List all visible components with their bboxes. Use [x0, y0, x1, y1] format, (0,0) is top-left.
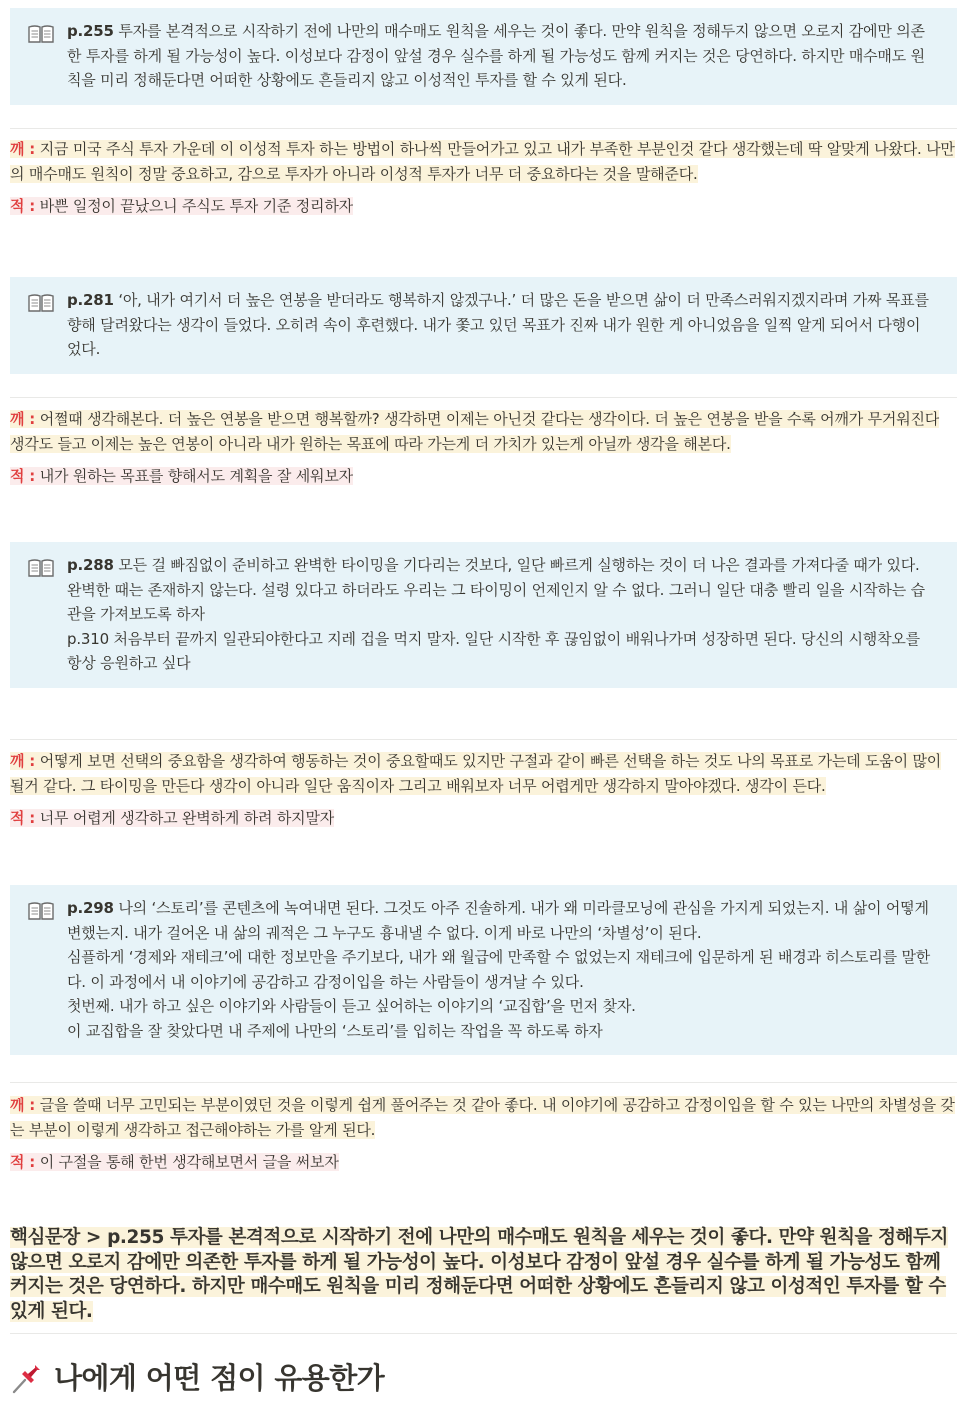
- kkae-label: 깨 :: [10, 140, 36, 158]
- quote-paragraph: p.310 처음부터 끝까지 일관되야한다고 지레 겁을 먹지 말자. 일단 시작한 후 끊임없이 배워나가며 성장하면 된다. 당신의 시행착오를 항상 응원하고 싶다: [67, 629, 920, 672]
- divider: [10, 739, 957, 740]
- quote-text: [67, 19, 933, 93]
- jeok-note: [10, 806, 957, 831]
- page-ref: p.288: [67, 556, 114, 574]
- pushpin-icon: [10, 1359, 46, 1395]
- core-sentence-text: 핵심문장 > p.255 투자를 본격적으로 시작하기 전에 나만의 매수매도 원칙을 세우는 것이 좋다. 만약 원칙을 정해두지 않으면 오로지 감에만 의존한 투자를 하게 될 가능성이 높다. 이성보다 감정이 앞설 경우 실수를 하게 될 가능성도 함께 커지는 것은 당연하다. 하지만 매수매도 원칙을 미리 정해둔다면 어떠한 상황에도 흔들리지 않고 이성적인 투자를 할 수 있게 된다.: [10, 1227, 948, 1322]
- page-ref: p.298: [67, 899, 114, 917]
- kkae-label: 깨 :: [10, 1096, 36, 1114]
- open-book-icon: [27, 24, 55, 44]
- quote-paragraph: 모든 걸 빠짐없이 준비하고 완벽한 타이밍을 기다리는 것보다, 일단 빠르게 실행하는 것이 더 나은 결과를 가져다줄 때가 있다.: [113, 556, 920, 574]
- quote-paragraph: 나의 ‘스토리’를 콘텐츠에 녹여내면 된다. 그것도 아주 진솔하게. 내가 왜 미라클모닝에 관심을 가지게 되었는지. 내 삶이 어떻게 변했는지. 내가 걸어온 내 삶의 궤적은 그 누구도 흉내낼 수 없다. 이게 바로 나만의 ‘차별성’이 된다.: [67, 899, 929, 942]
- quote-block: [10, 277, 957, 374]
- kkae-note: [10, 1093, 957, 1142]
- kkae-note: [10, 749, 957, 798]
- divider: [10, 1082, 957, 1083]
- jeok-note: [10, 464, 957, 489]
- jeok-label: 적 :: [10, 809, 36, 827]
- jeok-label: 적 :: [10, 467, 36, 485]
- divider: [10, 128, 957, 129]
- heading-title: 나에게 어떤 점이 유용한가: [54, 1361, 385, 1395]
- quote-text: [67, 896, 933, 1043]
- page-ref: p.281: [67, 291, 114, 309]
- page-ref: p.255: [67, 22, 114, 40]
- kkae-label: 깨 :: [10, 410, 36, 428]
- jeok-text: 이 구절을 통해 한번 생각해보면서 글을 써보자: [35, 1153, 339, 1171]
- kkae-text: 글을 쓸때 너무 고민되는 부분이였던 것을 이렇게 쉽게 풀어주는 것 같아 좋다. 내 이야기에 공감하고 감정이입을 할 수 있는 나만의 차별성을 갖는 부분이 이렇게 생각하고 접근해야하는 가를 알게 된다.: [10, 1096, 955, 1139]
- open-book-icon: [27, 901, 55, 921]
- open-book-icon: [27, 293, 55, 313]
- kkae-text: 지금 미국 주식 투자 가운데 이 이성적 투자 하는 방법이 하나씩 만들어가고 있고 내가 부족한 부분인것 같다 생각했는데 딱 알맞게 나왔다. 나만의 매수매도 원칙이 정말 중요하고, 감으로 투자가 아니라 이성적 투자가 너무 더 중요하다는 것을 말해준다.: [10, 140, 955, 183]
- quote-text: [67, 288, 933, 362]
- kkae-label: 깨 :: [10, 752, 36, 770]
- jeok-note: [10, 1150, 957, 1175]
- divider: [10, 1333, 957, 1334]
- quote-block: [10, 542, 957, 688]
- quote-block: [10, 8, 957, 105]
- jeok-label: 적 :: [10, 1153, 36, 1171]
- open-book-icon: [27, 558, 55, 578]
- divider: [10, 397, 957, 398]
- kkae-text: 어쩔때 생각해본다. 더 높은 연봉을 받으면 행복할까? 생각하면 이제는 아닌것 같다는 생각이다. 더 높은 연봉을 받을 수록 어깨가 무거워진다 생각도 들고 이제는 높은 연봉이 아니라 내가 원하는 목표에 따라 가는게 더 가치가 있는게 아닐까 생각을 해본다.: [10, 410, 940, 453]
- quote-block: [10, 885, 957, 1055]
- quote-paragraph: 심플하게 ‘경제와 재테크’에 대한 정보만을 주기보다, 내가 왜 월급에 만족할 수 없었는지 재테크에 입문하게 된 배경과 히스토리를 말한다. 이 과정에서 내 이야기에 공감하고 감정이입을 하는 사람들이 생겨날 수 있다.: [67, 948, 931, 991]
- jeok-text: 바쁜 일정이 끝났으니 주식도 투자 기준 정리하자: [35, 197, 353, 215]
- core-sentence: [10, 1226, 957, 1324]
- quote-paragraph: 이 교집합을 잘 찾았다면 내 주제에 나만의 ‘스토리’를 입히는 작업을 꼭 하도록 하자: [67, 1021, 603, 1040]
- section-heading: [10, 1356, 384, 1397]
- kkae-note: [10, 137, 957, 186]
- quote-paragraph: 투자를 본격적으로 시작하기 전에 나만의 매수매도 원칙을 세우는 것이 좋다. 만약 원칙을 정해두지 않으면 오로지 감에만 의존한 투자를 하게 될 가능성이 높다. 이성보다 감정이 앞설 경우 실수를 하게 될 가능성도 함께 커지는 것은 당연하다. 하지만 매수매도 원칙을 미리 정해둔다면 어떠한 상황에도 흔들리지 않고 이성적인 투자를 할 수 있게 된다.: [67, 22, 925, 89]
- jeok-text: 너무 어렵게 생각하고 완벽하게 하려 하지말자: [35, 809, 335, 827]
- jeok-note: [10, 194, 957, 219]
- quote-text: [67, 553, 933, 676]
- quote-paragraph: 완벽한 때는 존재하지 않는다. 설령 있다고 하더라도 우리는 그 타이밍이 언제인지 알 수 없다. 그러니 일단 대충 빨리 일을 시작하는 습관을 가져보도록 하자: [67, 580, 925, 623]
- quote-paragraph: 첫번째. 내가 하고 싶은 이야기와 사람들이 듣고 싶어하는 이야기의 ‘교집합’을 먼저 찾자.: [67, 997, 636, 1015]
- quote-paragraph: ‘아, 내가 여기서 더 높은 연봉을 받더라도 행복하지 않겠구나.’ 더 많은 돈을 받으면 삶이 더 만족스러워지겠지라며 가짜 목표를 향해 달려왔다는 생각이 들었다. 오히려 속이 후련했다. 내가 쫓고 있던 목표가 진짜 내가 원한 게 아니었음을 일찍 알게 되어서 다행이었다.: [67, 291, 929, 358]
- jeok-text: 내가 원하는 목표를 향해서도 계획을 잘 세워보자: [35, 467, 353, 485]
- jeok-label: 적 :: [10, 197, 36, 215]
- kkae-note: [10, 407, 957, 456]
- kkae-text: 어떻게 보면 선택의 중요함을 생각하여 행동하는 것이 중요할때도 있지만 구절과 같이 빠른 선택을 하는 것도 나의 목표로 가는데 도움이 많이 될거 같다. 그 타이밍을 만든다 생각이 아니라 일단 움직이자 그리고 배워보자 너무 어렵게만 생각하지 말아야겠다. 생각이 든다.: [10, 752, 942, 795]
